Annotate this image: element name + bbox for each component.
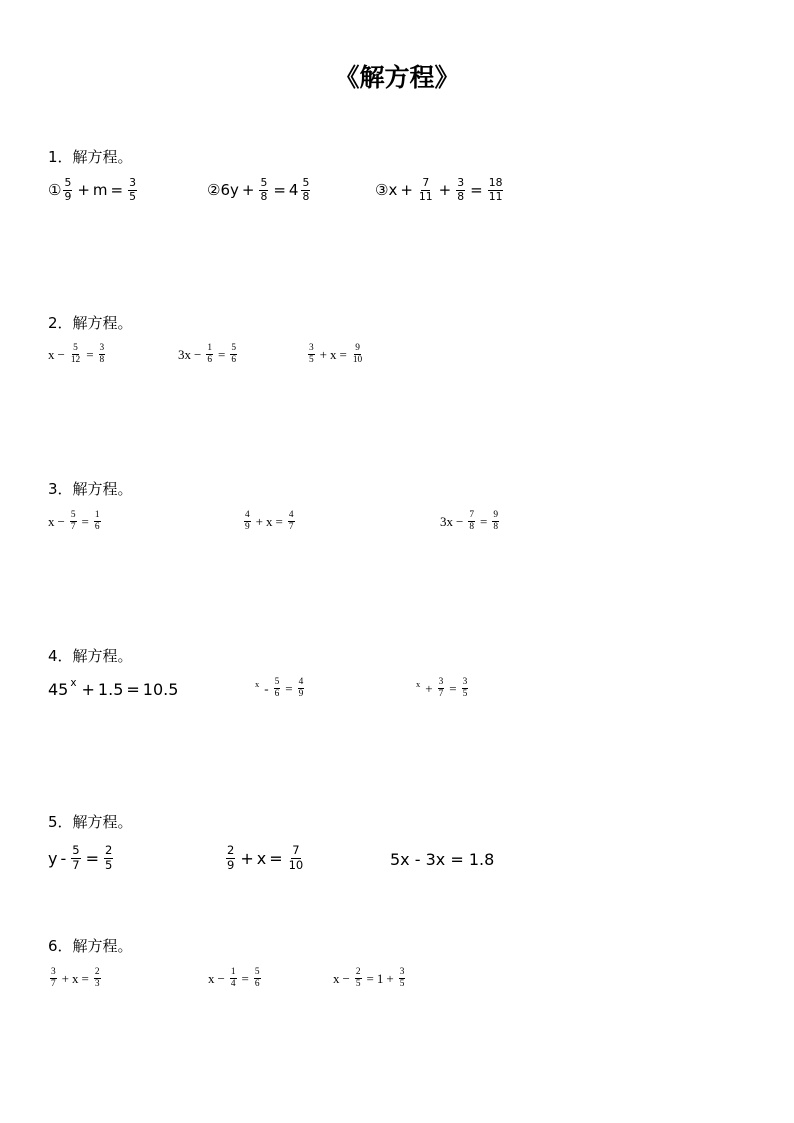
equation-term: y xyxy=(48,848,58,868)
equation-term: x xyxy=(70,677,77,690)
equation-term: = xyxy=(241,970,249,986)
numerator: 3 xyxy=(308,344,315,355)
numerator: 4 xyxy=(288,511,295,522)
denominator: 7 xyxy=(72,857,80,872)
denominator: 11 xyxy=(488,189,503,203)
denominator: 7 xyxy=(438,689,444,700)
equation-term: − xyxy=(456,513,464,529)
fraction xyxy=(352,344,363,366)
equation-term: = xyxy=(269,848,283,868)
equation-term: 1 xyxy=(376,970,384,986)
fraction xyxy=(468,511,475,533)
equation-term: = xyxy=(480,513,488,529)
numerator: 3 xyxy=(399,968,406,979)
fraction xyxy=(308,344,315,366)
equation-term: x xyxy=(330,346,337,362)
denominator: 10 xyxy=(288,857,304,872)
fraction xyxy=(50,968,57,990)
denominator: 8 xyxy=(302,189,310,203)
denominator: 4 xyxy=(230,979,236,990)
denominator: 5 xyxy=(462,689,468,700)
numerator: 3 xyxy=(99,344,106,355)
equation-term: + xyxy=(400,181,413,200)
equation-term: − xyxy=(217,970,225,986)
equation-term: = xyxy=(85,848,99,868)
page-title: 《解方程》 xyxy=(334,63,460,92)
denominator: 5 xyxy=(399,979,405,990)
fraction xyxy=(298,678,305,700)
numerator: 2 xyxy=(227,843,235,857)
equation-term: = xyxy=(126,680,140,699)
equation-term: + xyxy=(438,181,452,200)
numerator: 9 xyxy=(492,511,499,522)
question-3-equation-2 xyxy=(242,511,297,533)
numerator: 3 xyxy=(438,678,445,689)
fraction xyxy=(70,511,77,533)
fraction xyxy=(206,344,213,366)
denominator: 6 xyxy=(207,355,213,366)
equation-term: + xyxy=(255,513,264,529)
equation-term: = xyxy=(110,181,124,200)
denominator: 5 xyxy=(355,979,361,990)
denominator: 5 xyxy=(129,189,136,203)
equation-term: = xyxy=(470,181,483,200)
denominator: 9 xyxy=(298,689,304,700)
equation-term: + xyxy=(241,181,255,200)
question-5-equation-3 xyxy=(390,850,494,869)
fraction xyxy=(128,178,137,203)
question-4-equation-1 xyxy=(48,677,179,699)
fraction xyxy=(418,178,434,203)
equation-term: = xyxy=(218,346,226,362)
equation-term: − xyxy=(194,346,202,362)
denominator: 5 xyxy=(309,355,314,366)
numerator: 1 xyxy=(206,344,213,355)
question-3-equation-3 xyxy=(440,511,501,533)
numerator: 3 xyxy=(457,176,465,189)
numerator: 4 xyxy=(244,511,251,522)
equation-term: + xyxy=(425,680,433,696)
fraction xyxy=(254,968,261,990)
denominator: 5 xyxy=(104,857,113,872)
fraction xyxy=(488,178,504,203)
question-1-equation-1 xyxy=(48,178,139,203)
fraction xyxy=(226,845,235,871)
question-1-equation-2 xyxy=(207,178,312,203)
numerator: 18 xyxy=(488,176,503,189)
fraction xyxy=(99,344,106,366)
question-5-heading: 5．解方程。 xyxy=(48,813,133,831)
numerator: 5 xyxy=(260,176,268,189)
numerator: 3 xyxy=(462,678,469,689)
equation-term: 3x xyxy=(178,346,191,362)
numerator: 5 xyxy=(230,344,237,355)
circled-number: ② xyxy=(207,181,221,200)
equation-term: x xyxy=(48,346,55,362)
equation-term: x xyxy=(256,848,267,868)
question-6-equation-3 xyxy=(333,968,407,990)
circled-number: ③ xyxy=(375,181,389,200)
equation-term: − xyxy=(342,970,350,986)
fraction xyxy=(492,511,499,533)
numerator: 1 xyxy=(230,968,237,979)
fraction xyxy=(94,968,101,990)
equation-term: x xyxy=(266,513,273,529)
question-3-equation-1 xyxy=(48,511,103,533)
fraction xyxy=(456,178,465,203)
question-2-heading: 2．解方程。 xyxy=(48,314,133,332)
question-4-equation-3 xyxy=(414,678,470,700)
denominator: 12 xyxy=(70,355,81,366)
numerator: 5 xyxy=(302,176,310,189)
numerator: 1 xyxy=(94,511,101,522)
numerator: 5 xyxy=(70,511,77,522)
question-6-equation-2 xyxy=(208,968,263,990)
circled-number: ① xyxy=(48,181,62,200)
equation-term: x xyxy=(388,181,398,200)
equation-term: x xyxy=(48,513,55,529)
equation-term: 4 xyxy=(288,181,299,200)
question-1-equation-3 xyxy=(375,178,505,203)
equation-term: = xyxy=(339,346,347,362)
equation-term: x xyxy=(208,970,215,986)
fraction xyxy=(259,178,268,203)
equation-term: = xyxy=(86,346,94,362)
equation-term: 1.5 xyxy=(97,680,124,699)
denominator: 10 xyxy=(352,355,363,366)
equation-term: = xyxy=(81,970,89,986)
question-3-heading: 3．解方程。 xyxy=(48,480,133,498)
equation-term: 45 xyxy=(48,680,69,699)
fraction xyxy=(63,178,72,203)
numerator: 5 xyxy=(72,344,79,355)
denominator: 6 xyxy=(94,522,100,533)
fraction xyxy=(274,678,281,700)
numerator: 2 xyxy=(104,843,113,857)
equation-term: = xyxy=(449,680,457,696)
equation-term: + xyxy=(77,181,90,200)
numerator: 4 xyxy=(298,678,305,689)
fraction xyxy=(288,511,295,533)
numerator: 5 xyxy=(254,968,261,979)
numerator: 2 xyxy=(94,968,101,979)
fraction xyxy=(288,845,305,871)
denominator: 8 xyxy=(469,522,475,533)
fraction xyxy=(104,845,113,871)
equation-term: x xyxy=(72,970,79,986)
fraction xyxy=(230,968,237,990)
fraction xyxy=(70,344,81,366)
question-4-heading: 4．解方程。 xyxy=(48,647,133,665)
question-2-equation-3 xyxy=(306,344,365,366)
equation-term: 5x - 3x = 1.8 xyxy=(390,850,495,869)
denominator: 6 xyxy=(254,979,260,990)
equation-term: 3x xyxy=(440,513,453,529)
question-1-heading: 1．解方程。 xyxy=(48,148,133,166)
numerator: 3 xyxy=(50,968,57,979)
equation-term: + xyxy=(81,680,95,699)
equation-term: m xyxy=(92,181,108,200)
denominator: 7 xyxy=(51,979,56,990)
fraction xyxy=(301,178,310,203)
equation-term: + xyxy=(61,970,70,986)
denominator: 9 xyxy=(64,189,72,203)
denominator: 6 xyxy=(274,689,280,700)
fraction xyxy=(244,511,251,533)
question-5-equation-2 xyxy=(224,845,306,871)
equation-term: = xyxy=(366,970,374,986)
numerator: 5 xyxy=(64,176,72,189)
denominator: 8 xyxy=(99,355,105,366)
equation-term: = xyxy=(273,181,286,200)
equation-term: + xyxy=(386,970,394,986)
question-6-heading: 6．解方程。 xyxy=(48,937,133,955)
equation-term: − xyxy=(57,513,65,529)
equation-term: = xyxy=(275,513,283,529)
fraction xyxy=(71,845,80,871)
question-6-equation-1 xyxy=(48,968,103,990)
fraction xyxy=(230,344,237,366)
question-4-equation-2 xyxy=(253,678,306,700)
denominator: 9 xyxy=(245,522,250,533)
question-2-equation-1 xyxy=(48,344,107,366)
denominator: 8 xyxy=(260,189,268,203)
denominator: 8 xyxy=(493,522,499,533)
numerator: 5 xyxy=(72,843,80,857)
denominator: 8 xyxy=(457,189,465,203)
fraction xyxy=(399,968,406,990)
numerator: 7 xyxy=(292,843,300,857)
numerator: 2 xyxy=(355,968,362,979)
numerator: 9 xyxy=(354,344,361,355)
equation-term: x xyxy=(333,970,340,986)
equation-term: 6y xyxy=(220,181,239,200)
equation-term: x xyxy=(255,678,260,689)
numerator: 7 xyxy=(468,511,475,522)
equation-term: = xyxy=(81,513,89,529)
numerator: 7 xyxy=(422,176,430,189)
equation-term: 10.5 xyxy=(142,680,179,699)
equation-term: - xyxy=(60,848,67,868)
equation-term: − xyxy=(57,346,65,362)
denominator: 11 xyxy=(418,189,433,203)
denominator: 6 xyxy=(231,355,237,366)
denominator: 9 xyxy=(227,857,235,872)
numerator: 3 xyxy=(129,176,136,189)
numerator: 5 xyxy=(274,678,281,689)
denominator: 7 xyxy=(288,522,294,533)
equation-term: x xyxy=(416,678,421,689)
fraction xyxy=(438,678,445,700)
fraction xyxy=(462,678,469,700)
question-5-equation-1 xyxy=(48,845,115,871)
fraction xyxy=(355,968,362,990)
equation-term: + xyxy=(319,346,328,362)
equation-term: = xyxy=(285,680,293,696)
equation-term: + xyxy=(240,848,254,868)
denominator: 3 xyxy=(94,979,100,990)
denominator: 7 xyxy=(70,522,76,533)
fraction xyxy=(94,511,101,533)
question-2-equation-2 xyxy=(178,344,239,366)
equation-term: - xyxy=(264,680,269,696)
